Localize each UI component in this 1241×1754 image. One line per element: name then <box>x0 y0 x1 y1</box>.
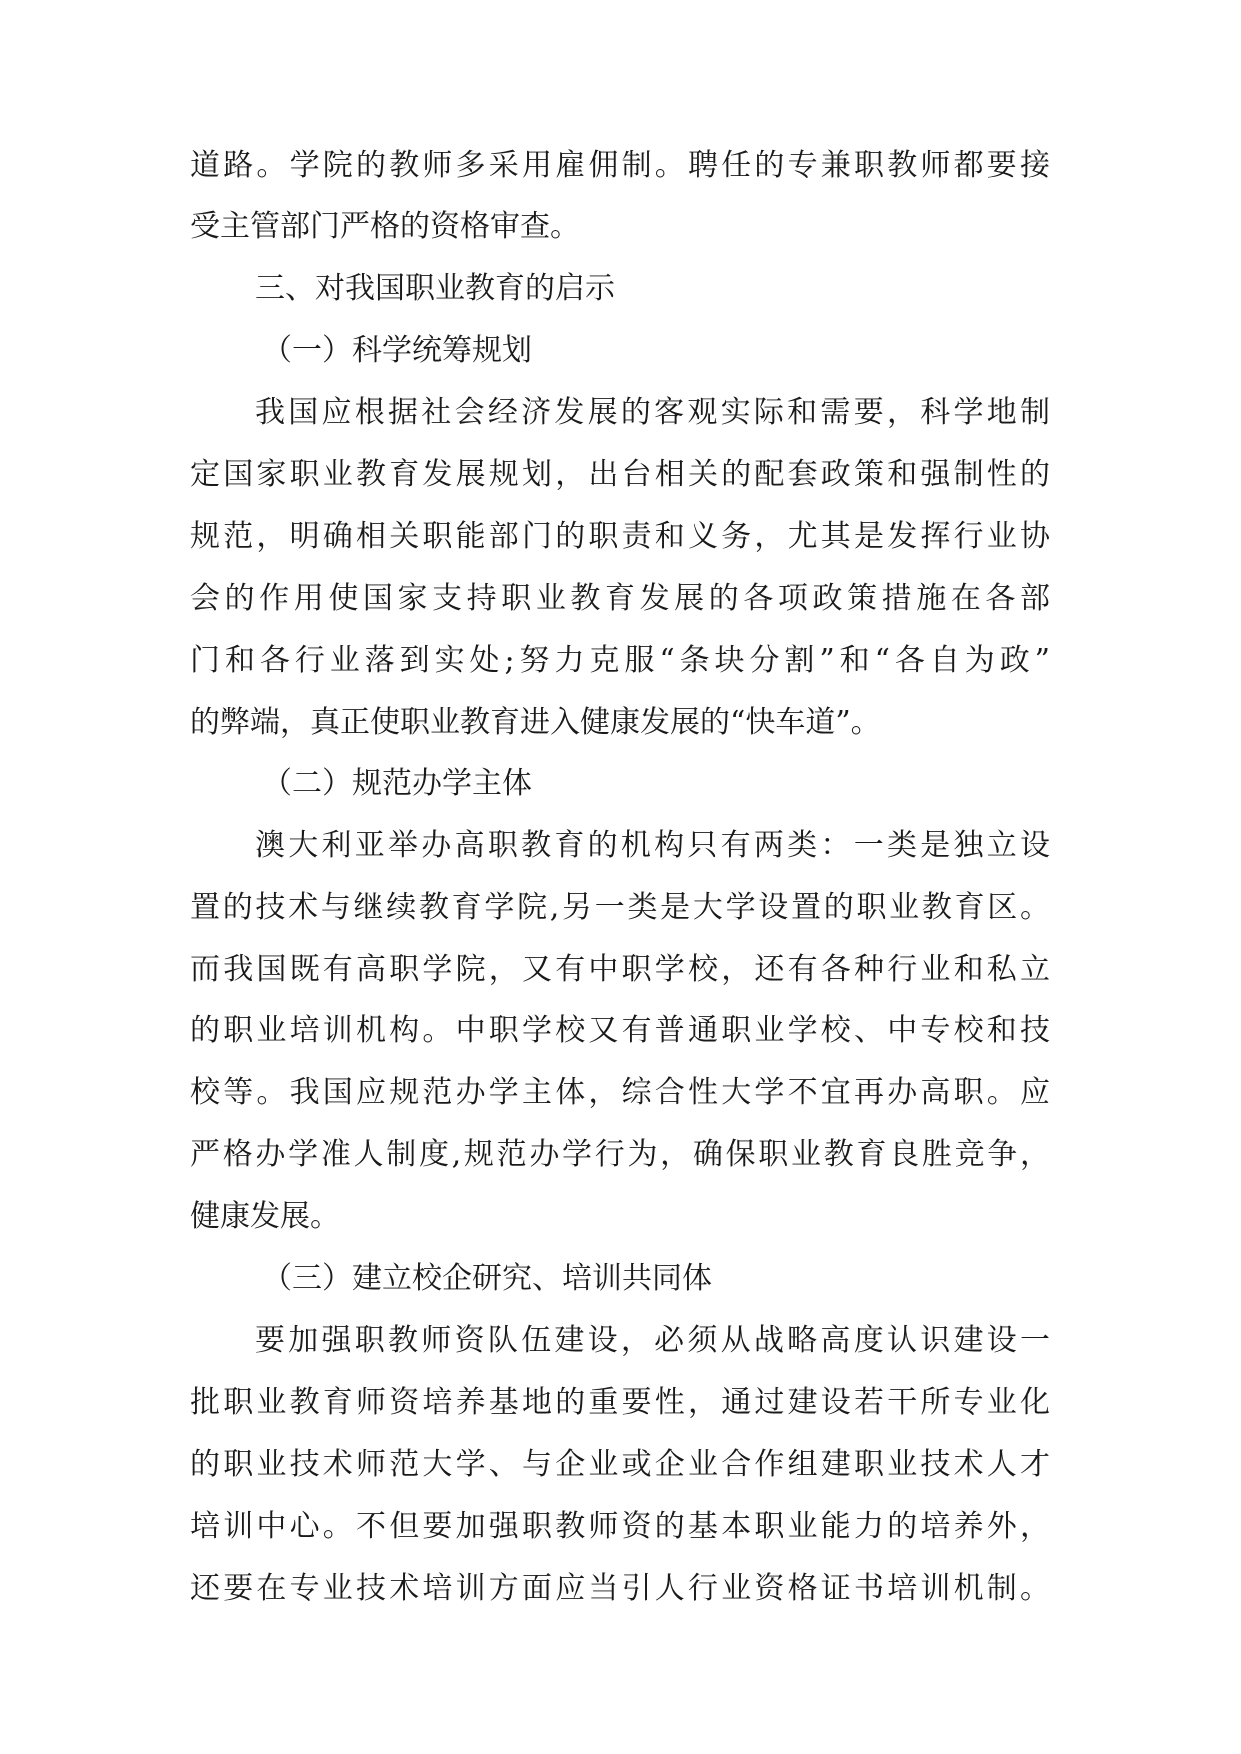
paragraph-line: 我国应根据社会经济发展的客观实际和需要，科学地制 <box>255 395 1050 430</box>
subsection-heading: （二）规范办学主体 <box>262 766 532 801</box>
paragraph-line: 批职业教育师资培养基地的重要性，通过建设若干所专业化 <box>190 1385 1050 1420</box>
subsection-heading: （一）科学统筹规划 <box>262 333 532 368</box>
paragraph-line: 还要在专业技术培训方面应当引人行业资格证书培训机制。 <box>190 1571 1050 1606</box>
paragraph-line: 的职业培训机构。中职学校又有普通职业学校、中专校和技 <box>190 1013 1050 1048</box>
paragraph-line: 门和各行业落到实处;努力克服“条块分割”和“各自为政” <box>190 643 1050 678</box>
paragraph-line: 规范，明确相关职能部门的职责和义务，尤其是发挥行业协 <box>190 519 1050 554</box>
paragraph-line: 置的技术与继续教育学院,另一类是大学设置的职业教育区。 <box>190 890 1050 925</box>
paragraph-line: 澳大利亚举办高职教育的机构只有两类：一类是独立设 <box>255 828 1050 863</box>
paragraph-line: 道路。学院的教师多采用雇佣制。聘任的专兼职教师都要接 <box>190 148 1050 183</box>
paragraph-line: 严格办学准人制度,规范办学行为，确保职业教育良胜竞争， <box>190 1137 1050 1172</box>
section-heading: 三、对我国职业教育的启示 <box>255 271 615 306</box>
subsection-heading: （三）建立校企研究、培训共同体 <box>262 1261 712 1296</box>
paragraph-line: 的弊端，真正使职业教育进入健康发展的“快车道”。 <box>190 705 881 740</box>
paragraph-line: 培训中心。不但要加强职教师资的基本职业能力的培养外， <box>190 1509 1050 1544</box>
paragraph-line: 受主管部门严格的资格审查。 <box>190 209 580 244</box>
paragraph-line: 而我国既有高职学院，又有中职学校，还有各种行业和私立 <box>190 952 1050 987</box>
paragraph-line: 要加强职教师资队伍建设，必须从战略高度认识建设一 <box>255 1323 1050 1358</box>
paragraph-line: 会的作用使国家支持职业教育发展的各项政策措施在各部 <box>190 581 1050 616</box>
paragraph-line: 健康发展。 <box>190 1199 340 1234</box>
paragraph-line: 校等。我国应规范办学主体，综合性大学不宜再办高职。应 <box>190 1075 1050 1110</box>
paragraph-line: 的职业技术师范大学、与企业或企业合作组建职业技术人才 <box>190 1447 1050 1482</box>
paragraph-line: 定国家职业教育发展规划，出台相关的配套政策和强制性的 <box>190 457 1050 492</box>
